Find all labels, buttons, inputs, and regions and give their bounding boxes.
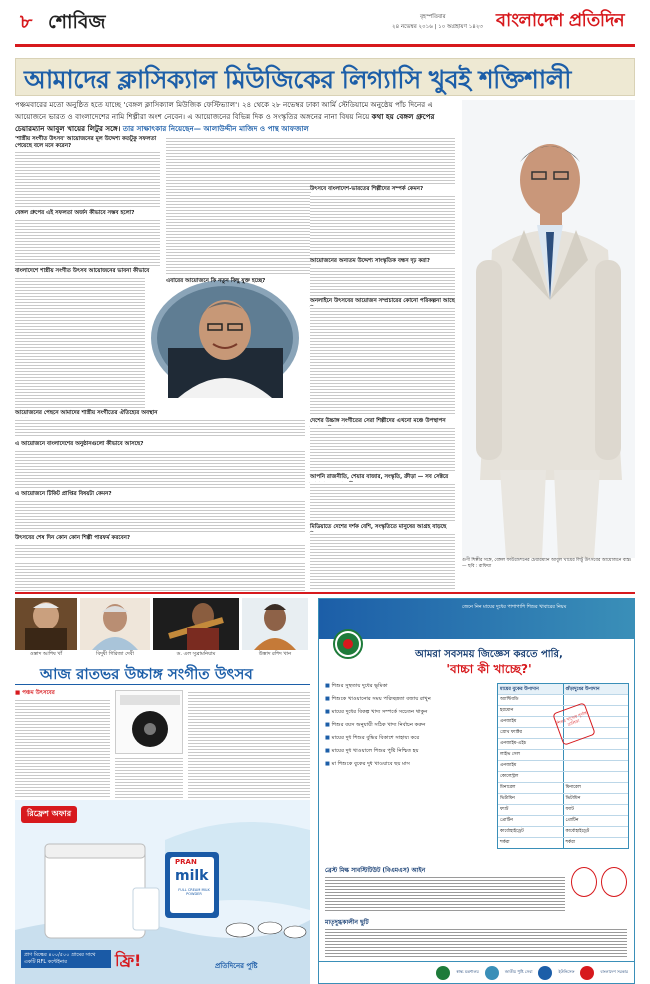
table-row	[498, 804, 628, 815]
table-cell: কার্বোহাইড্রেট	[565, 828, 590, 834]
performer-photo-3-graphic	[153, 598, 239, 650]
performer-photo-4-graphic	[242, 598, 308, 650]
table-row	[498, 760, 628, 771]
table-header: গুঁড়াদুধের উপাদান	[565, 687, 600, 692]
table-cell: কার্বোহাইড্রেট	[498, 827, 564, 837]
table-header: মায়ের বুকের উপাদান	[498, 684, 564, 694]
gov-ad	[318, 598, 635, 984]
lead-byline: তার সাক্ষাৎকার নিয়েছেন— আলাউদ্দীন মাজিদ ও পান্থ আফজাল	[122, 124, 309, 133]
festival-subhead: ■ পঞ্চম উৎসবের	[15, 690, 55, 696]
question-2: বেঙ্গল গ্রুপের এই সফলতা অর্জন কীভাবে সম্ভব হলো?	[15, 210, 135, 216]
table-cell: ফ্যাট	[565, 806, 574, 812]
question-5: এ আয়োজনে বাংলাদেশের অনুষ্ঠানগুলো কীভাবে আসছে?	[15, 441, 144, 447]
footer-logo-label: বাংলাদেশ সরকার	[600, 969, 628, 974]
question-14: মিডিয়াতে দেশের দর্শক বেশি, সংস্কৃতিতে মানুষের আগ্রহ বাড়ছে	[310, 524, 447, 530]
body-text	[310, 194, 455, 256]
lead-headline: আমাদের ক্লাসিক্যাল মিউজিকের লিগ্যাসি খুবই শক্তিশালী	[24, 65, 571, 94]
performer-name-4: উস্তাদ রশিদ খান	[258, 651, 292, 657]
festival-rule	[15, 684, 310, 685]
table-row	[498, 826, 628, 837]
festival-poster-graphic	[116, 691, 183, 754]
table-row	[498, 815, 628, 826]
body-text	[115, 756, 183, 798]
gov-ad-section-2-title: মাতৃদুগ্ধকালীন ছুটি	[325, 919, 369, 926]
body-text	[15, 150, 160, 208]
body-text	[310, 306, 455, 416]
table-cell	[564, 761, 629, 771]
gov-ad-footer	[319, 961, 634, 983]
list-item: ■ মায়ের দুধ খাওয়ালে শিশুর পুষ্টি নিশ্চিত হয়	[325, 748, 419, 754]
milk-offer-badge: রিফ্রেশ অফার	[21, 806, 77, 823]
performer-photo-2-graphic	[80, 598, 150, 650]
table-row	[498, 694, 628, 705]
footer-logo-label: জাতীয় পুষ্টি সেবা	[504, 969, 533, 974]
festival-headline: আজ রাতভর উচ্চাঙ্গ সংগীত উৎসব	[40, 665, 253, 683]
bangladesh-logo-icon	[580, 966, 594, 980]
gov-ad-section-1-title: ব্রেস্ট মিল্ক সাবস্টিটিউট (বিএমএস) আইন	[325, 867, 426, 874]
question-4: আয়োজনের পেছনে আমাদের শাস্ত্রীয় সংগীতের ঐতিহ্যের অবস্থান	[15, 410, 158, 416]
body-text	[15, 276, 145, 408]
performer-photo-4	[242, 598, 308, 650]
body-text	[15, 543, 305, 559]
table-cell	[564, 750, 629, 760]
lead-intro	[15, 99, 465, 135]
date-full: ২৪ নভেম্বর ২০১৬ | ১০ অগ্রহায়ণ ১৪২৩	[392, 24, 484, 30]
list-item: ■ মায়ের দুধ শিশুর বুদ্ধির বিকাশে সাহায্য করে	[325, 735, 420, 741]
section-divider	[15, 592, 635, 594]
question-9: অনলাইনে উৎসবের আয়োজন সম্প্রচারের কোনো পরিকল্পনা আছে	[310, 298, 455, 304]
list-item: ■ মা শিশুকে বুকের দুধ খাওয়াবে ছয় মাস	[325, 761, 410, 767]
chairman-portrait-graphic	[462, 100, 635, 558]
question-15: এ আয়োজনে টিকিট প্রাপ্তির বিষয়টা কেমন?	[15, 491, 112, 497]
table-cell: গ্রোথ ফ্যাক্টর	[498, 728, 564, 738]
milk-free-label: ফ্রি!	[115, 951, 142, 970]
lead-intro-bold: কথা হয় বেঙ্গল গ্রুপের চেয়ারম্যান আবুল খায়ের লিটুর সঙ্গে।	[15, 112, 435, 133]
milk-product-name: milk	[175, 868, 209, 884]
question-7: উৎসবে বাংলাদেশ-ভারতের শিল্পীদের সম্পর্ক কেমন?	[310, 186, 424, 192]
portrait-caption: গুণী শিল্পীর সঙ্গে, বেঙ্গল ফাউন্ডেশনের চেয়ারম্যান আবুল খায়ের লিটু উৎসবের আয়োজনে ব্যস্ত। — ছবি : রাফিয়া	[462, 558, 632, 569]
table-cell: মিনারেল	[498, 783, 564, 793]
page-number: ৮	[20, 11, 33, 33]
table-row	[498, 793, 628, 804]
section-title: শোবিজ	[48, 11, 106, 33]
paper-name: বাংলাদেশ প্রতিদিন	[496, 10, 625, 31]
table-cell: এনজাইম-এইচ	[498, 739, 564, 749]
no-bottle-icon	[571, 867, 597, 897]
body-text	[188, 690, 310, 798]
body-text	[15, 499, 305, 533]
performer-name-2: বিদুষী গিরিজা দেবী	[96, 651, 134, 657]
gov-ad-headline-2: 'বাচ্চা কী খাচ্ছে?'	[446, 662, 532, 676]
footer-logo-label: ইউনিসেফ	[558, 969, 575, 974]
body-text	[310, 426, 455, 472]
body-text	[15, 418, 305, 438]
date-day: বৃহস্পতিবার	[420, 14, 446, 20]
interview-inset-photo-graphic	[148, 278, 303, 398]
festival-poster	[115, 690, 183, 754]
table-cell: লাইভ সেল	[498, 750, 564, 760]
performer-photo-1	[15, 598, 77, 650]
table-row	[498, 771, 628, 782]
chairman-portrait-photo	[462, 100, 635, 558]
milk-brand: PRAN	[175, 858, 197, 866]
gov-ad-top-note: জেনে নিন মায়ের দুধের পাশাপাশি শিশুর খাবারের নিয়ম	[461, 605, 567, 610]
question-6: এবারের আয়োজনে কি নতুন কিছু যুক্ত হচ্ছে?	[166, 278, 266, 284]
body-text	[325, 927, 627, 957]
milk-offer-text: প্রাণ মিল্কের ৪০০/৫০০ গ্রামের সাথে একটি RFL কন্টেইনার	[21, 950, 111, 968]
table-cell: মিনারেল	[565, 784, 581, 790]
milk-ad	[15, 800, 310, 984]
footer-logo-label: স্বাস্থ্য মন্ত্রণালয়	[456, 969, 479, 974]
table-row	[498, 749, 628, 760]
body-text	[15, 218, 160, 266]
table-row	[498, 837, 628, 848]
performer-photo-2	[80, 598, 150, 650]
table-cell: ভিটামিন	[565, 795, 581, 801]
masthead	[0, 0, 650, 48]
table-cell: এনজাইম	[498, 761, 564, 771]
gov-ad-headline: আমরা সবসময় জিজ্ঞেস করতে পারি,	[415, 649, 563, 660]
government-emblem-icon	[333, 629, 363, 659]
milk-tagline: প্রতিদিনের পুষ্টি	[215, 962, 258, 970]
masthead-rule	[15, 44, 635, 47]
interview-inset-photo	[148, 278, 303, 398]
unicef-logo-icon	[538, 966, 552, 980]
gov-ad-stamp-text: শিশুর খাদ্যের পূর্ণাঙ্গ তালিকা	[556, 710, 588, 728]
list-item: ■ শিশুর সুস্থতায় দুধের ভূমিকা	[325, 683, 388, 689]
table-cell: প্রোটিন	[565, 817, 579, 823]
lead-intro-text: পঞ্চমবারের মতো অনুষ্ঠিত হতে যাচ্ছে 'বেঙ্গল ক্লাসিক্যাল মিউজিক ফেস্টিভ্যাল'। ২৪ থেকে ২৮ নভেম্বর ঢাকা আর্মি স্টেডিয়ামে অনুষ্ঠেয় পাঁচ দিনের এ আয়োজনে ভারত ও বাংলাদেশের নামি শিল্পীরা অংশ নেবেন। এ আয়োজনের বিভিন্ন দিক ও সংস্কৃতির অঙ্গনের নানা বিষয় নিয়ে	[15, 100, 433, 121]
body-text	[166, 136, 311, 276]
body-text	[325, 875, 565, 911]
government-emblem-graphic	[335, 631, 361, 657]
body-text	[15, 561, 305, 591]
table-cell: কোলেস্ট্রল	[498, 772, 564, 782]
performer-photo-1-graphic	[15, 598, 77, 650]
body-text	[310, 136, 455, 184]
table-cell: শর্করা	[498, 838, 564, 848]
body-text	[15, 449, 305, 489]
list-item: ■ শিশুর বয়স অনুযায়ী সঠিক খাদ্য নির্বাচন করুন	[325, 722, 426, 728]
table-cell	[564, 695, 629, 705]
milk-product-sub: FULL CREAM MILK POWDER	[178, 888, 210, 896]
gov-ad-bullets	[325, 683, 493, 774]
question-3: বাংলাদেশে শাস্ত্রীয় সংগীত উৎসব আয়োজনের ভাবনা কীভাবে	[15, 268, 150, 274]
table-cell: হরমোন	[498, 706, 564, 716]
performer-name-3: ড. এল সুব্রামনিয়াম	[176, 651, 216, 657]
table-cell: ভিটামিন	[498, 794, 564, 804]
nutrition-table	[497, 683, 629, 849]
table-cell: শর্করা	[565, 839, 576, 845]
table-cell: প্রোটিন	[498, 816, 564, 826]
body-text	[310, 482, 455, 522]
question-1: 'শাস্ত্রীয় সংগীত উৎসব' আয়োজনের মূল উদ্দেশ্য কতটুকু সফলতা পেয়েছে বলে মনে করেন?	[15, 136, 157, 149]
question-13: আপনি রাজনীতি, শেয়ার বাজার, সংস্কৃতি, ক্রীড়া — সব সেক্টরে	[310, 474, 449, 480]
question-8: আয়োজনের অন্যতম উদ্দেশ্য সাংস্কৃতিক বন্ধন দৃঢ় করা?	[310, 258, 430, 264]
body-text	[310, 532, 455, 590]
performer-photo-3	[153, 598, 239, 650]
table-header-row	[498, 684, 628, 694]
table-cell	[564, 772, 629, 782]
list-item: ■ শিশুকে খাওয়ানোর সময় পরিচ্ছন্নতা বজায় রাখুন	[325, 696, 431, 702]
table-cell: এনজাইম	[498, 717, 564, 727]
ministry-logo-icon	[436, 966, 450, 980]
table-cell: ফ্যাট	[498, 805, 564, 815]
question-12: দেশের উচ্চাঙ্গ সংগীতের সেরা শিল্পীদের এখনো মঞ্চে উপস্থাপন	[310, 418, 446, 424]
table-row	[498, 782, 628, 793]
nutrition-logo-icon	[485, 966, 499, 980]
list-item: ■ মায়ের দুধের বিকল্প খাদ্য সম্পর্কে সচেতন থাকুন	[325, 709, 428, 715]
performer-name-1: ওস্তাদ আশিষ খাঁ	[29, 651, 63, 657]
body-text	[310, 266, 455, 296]
no-bottle-icon	[601, 867, 627, 897]
table-cell: অ্যান্টিবডি	[498, 695, 564, 705]
question-16: উৎসবের শেষ দিন কোন কোন শিল্পী পারফর্ম করবেন?	[15, 535, 131, 541]
body-text	[15, 698, 110, 798]
